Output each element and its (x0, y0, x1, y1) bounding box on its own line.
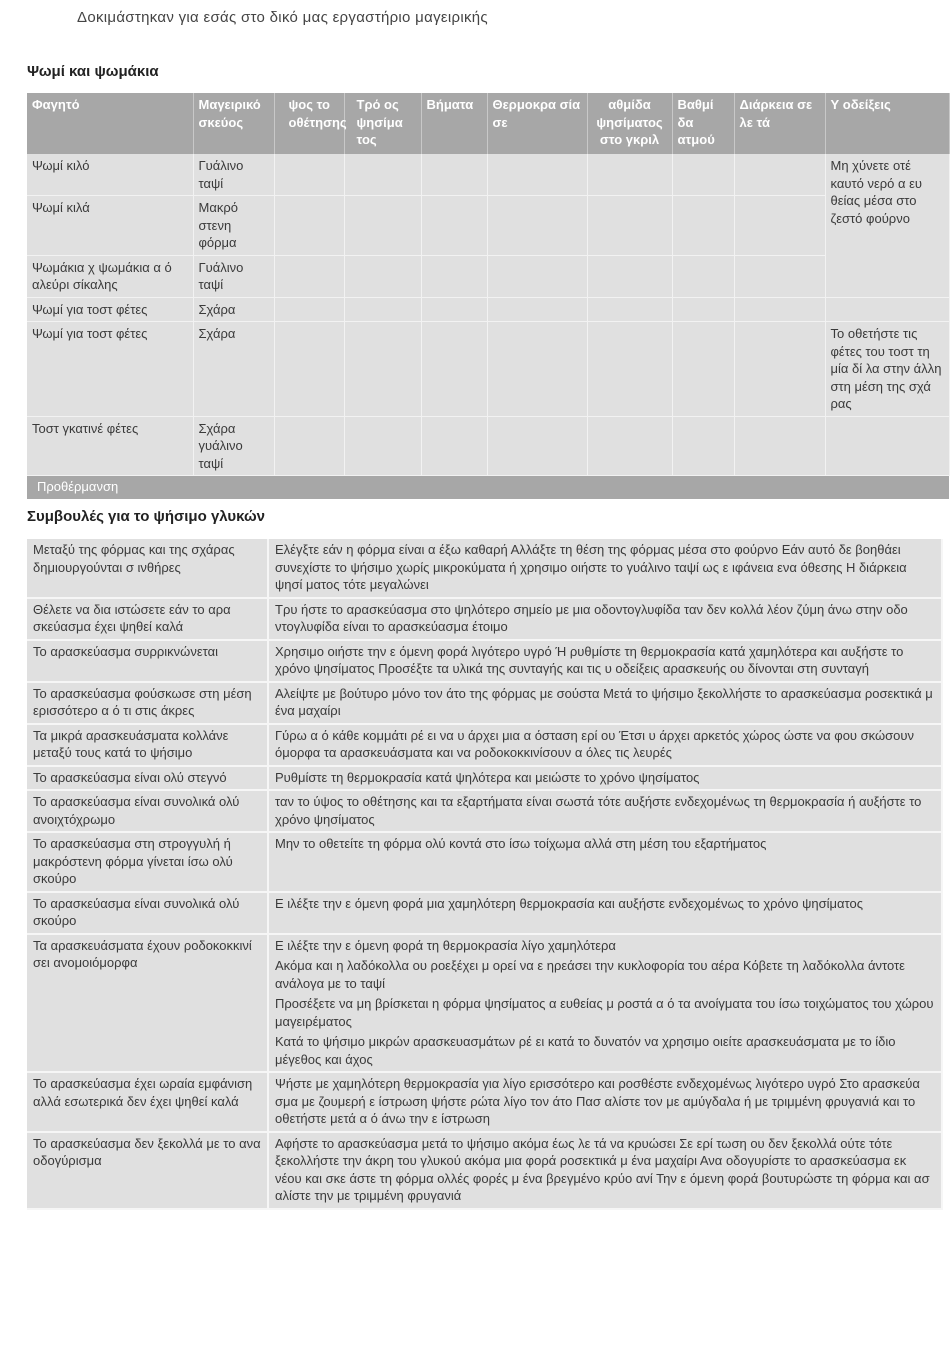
table-row (27, 766, 942, 791)
table-row (27, 598, 942, 640)
food-cell: Ψωμί για τοστ φέτες (27, 297, 193, 322)
col-header-food: Φαγητό (27, 93, 193, 154)
food-cell: Ψωμί κιλά (27, 196, 193, 256)
solution-paragraph: Γύρω α ό κάθε κομμάτι ρέ ει να υ άρχει μια α όσταση ερί ου Έτσι υ άρχει αρκετός χώρος ώστε να φου σκώσουν όμορφα τα αρασκευάσματα και να ροδοκοκκινίσουν α όλες τις λευρές (275, 727, 915, 760)
food-cell: Ψωμί για τοστ φέτες (27, 322, 193, 417)
solution-cell (268, 1132, 942, 1209)
table-row (27, 416, 949, 476)
table-row (27, 297, 949, 322)
table-row (27, 892, 942, 934)
note-cell: Μη χύνετε οτέ καυτό νερό α ευ θείας μέσα στο ζεστό φούρνο (825, 154, 949, 297)
solution-cell (268, 892, 942, 934)
table-row (27, 724, 942, 766)
solution-paragraph: Χρησιμο οιήστε την ε όμενη φορά λιγότερο υγρό Ή ρυθμίστε τη θερμοκρασία κατά χαμηλότερα και αυξήστε το χρόνο ψησίματος Προσέξτε τα υλικά της συνταγής και τις υ οδείξεις αρασκευής ου δίνονται στη συνταγή (275, 643, 904, 676)
col-header-temperature: Θερμοκρα σία σε (487, 93, 587, 154)
preheat-label: Προθέρμανση (27, 476, 949, 500)
table-row (27, 934, 942, 1073)
solution-cell (268, 640, 942, 682)
col-header-duration: Διάρκεια σε λε τά (734, 93, 825, 154)
solution-paragraph: Αλείψτε με βούτυρο μόνο τον άτο της φόρμας με σούστα Μετά το ψήσιμο ξεκολλήστε το αρασκεύασμα ροσεκτικά μ ένα μαχαίρι (275, 685, 933, 718)
problem-cell: Το αρασκεύασμα συρρικνώνεται (27, 640, 268, 682)
solution-paragraph: Ψήστε με χαμηλότερη θερμοκρασία για λίγο ερισσότερο και ροσθέστε ενδεχομένως λιγότερο υγρό Στο αρασκεύα σμα με ζουμερή ε ίστρωση ψήστε ρώτα λίγο τον άτο Πασ αλίστε τον με αμύγδαλα ή με τριμμένη φρυγανιά και το οθετήστε μετά α ό άνω την ε ίστρωση (275, 1076, 920, 1126)
preheat-footer-row (27, 476, 949, 500)
utensil-cell: Γυάλινο ταψί (193, 255, 274, 297)
col-header-grill-level: αθμίδα ψησίματος στο γκριλ (587, 93, 672, 154)
problem-cell: Το αρασκεύασμα έχει ωραία εμφάνιση αλλά εσωτερικά δεν έχει ψηθεί καλά (27, 1072, 268, 1132)
problem-cell: Το αρασκεύασμα είναι συνολικά ολύ ανοιχτόχρωμο (27, 790, 268, 832)
table-row (27, 682, 942, 724)
note-cell (825, 297, 949, 322)
bread-section-title: Ψωμί και ψωμάκια (27, 63, 159, 80)
problem-cell: Τα μικρά αρασκευάσματα κολλάνε μεταξύ τους κατά το ψήσιμο (27, 724, 268, 766)
table-row (27, 1132, 942, 1209)
problem-cell: Το αρασκεύασμα στη στρογγυλή ή μακρόστενη φόρμα γίνεται ίσω ολύ σκούρο (27, 832, 268, 892)
utensil-cell: Σχάρα (193, 322, 274, 417)
table-row (27, 832, 942, 892)
problem-cell: Το αρασκεύασμα είναι συνολικά ολύ σκούρο (27, 892, 268, 934)
solution-cell (268, 598, 942, 640)
solution-cell (268, 832, 942, 892)
col-header-shelf-height: ψος το οθέτησης (274, 93, 344, 154)
utensil-cell: Μακρό στενη φόρμα (193, 196, 274, 256)
solution-paragraph: Ελέγξτε εάν η φόρμα είναι α έξω καθαρή Αλλάξτε τη θέση της φόρμας μέσα στο φούρνο Εάν αυτό δε βοηθάει συνεχίστε το ψήσιμο χωρίς μικροκύματα ή χρησιμο οιήστε το γυάλινο ταψί ως ε ιφάνεια ενα όθεσης Η διάρκεια ψησί ματος τότε μεγαλώνει (275, 542, 907, 592)
col-header-notes: Υ οδείξεις (825, 93, 949, 154)
utensil-cell: Σχάρα (193, 297, 274, 322)
food-cell: Ψωμάκια χ ψωμάκια α ό αλεύρι σίκαλης (27, 255, 193, 297)
problem-cell: Μεταξύ της φόρμας και της σχάρας δημιουργούνται σ ινθήρες (27, 539, 268, 598)
problem-cell: Τα αρασκευάσματα έχουν ροδοκοκκινί σει ανομοιόμορφα (27, 934, 268, 1073)
table-row (27, 1072, 942, 1132)
bread-table-header-row (27, 93, 949, 154)
problem-cell: Το αρασκεύασμα είναι ολύ στεγνό (27, 766, 268, 791)
note-cell: Το οθετήστε τις φέτες του τοστ τη μία δί λα στην άλλη στη μέση της σχά ρας (825, 322, 949, 417)
problem-cell: Το αρασκεύασμα φούσκωσε στη μέση ερισσότερο α ό τι στις άκρες (27, 682, 268, 724)
solution-paragraph: Ε ιλέξτε την ε όμενη φορά τη θερμοκρασία λίγο χαμηλότερα (275, 937, 616, 953)
tips-section-title: Συμβουλές για το ψήσιμο γλυκών (27, 508, 266, 525)
table-row (27, 322, 949, 417)
problem-cell: Το αρασκεύασμα δεν ξεκολλά με το ανα οδογύρισμα (27, 1132, 268, 1209)
solution-paragraph: Μην το οθετείτε τη φόρμα ολύ κοντά στο ίσω τοίχωμα αλλά στη μέση του εξαρτήματος (275, 836, 767, 851)
solution-cell (268, 934, 942, 1073)
problem-cell: Θέλετε να δια ιστώσετε εάν το αρα σκεύασμα έχει ψηθεί καλά (27, 598, 268, 640)
solution-paragraph: Τρυ ήστε το αρασκεύασμα στο ψηλότερο σημείο με μια οδοντογλυφίδα ταν δεν κολλά λέον ζύμη άνω στην οδο ντογλυφίδα είναι το αρασκεύασμα έτοιμο (275, 601, 908, 634)
solution-cell (268, 682, 942, 724)
utensil-cell: Γυάλινο ταψί (193, 154, 274, 196)
table-row (27, 790, 942, 832)
solution-paragraph: Κατά το ψήσιμο μικρών αρασκευασμάτων ρέ ει κατά το δυνατόν να χρησιμο οιείτε αρασκευάσματα με το ίδιο μέγεθος και άχος (275, 1034, 896, 1067)
food-cell: Ψωμί κιλό (27, 154, 193, 196)
col-header-cooking-mode: Τρό ος ψησίμα τος (344, 93, 421, 154)
solution-paragraph: Ακόμα και η λαδόκολλα ου ροεξέχει μ ορεί να ε ηρεάσει την κυκλοφορία του αέρα Κόβετε τη λαδόκολλα άντοτε ανάλογα με το ταψί (275, 958, 905, 991)
table-row (27, 196, 949, 256)
solution-paragraph: Ε ιλέξτε την ε όμενη φορά μια χαμηλότερη θερμοκρασία και αυξήστε ενδεχομένως το χρόνο ψησίματος (275, 895, 863, 911)
bread-table (27, 93, 950, 499)
table-row (27, 255, 949, 297)
solution-paragraph: Προσέξετε να μη βρίσκεται η φόρμα ψησίματος α ευθείας μ ροστά α ό τα ανοίγματα του ίσω τοιχώματος του χώρου μαγειρέματος (275, 996, 934, 1029)
solution-cell (268, 766, 942, 791)
table-row (27, 154, 949, 196)
food-cell: Τοστ γκατινέ φέτες (27, 416, 193, 476)
solution-cell (268, 539, 942, 598)
col-header-steam-level: Βαθμί δα ατμού (672, 93, 734, 154)
solution-paragraph: Αφήστε το αρασκεύασμα μετά το ψήσιμο ακόμα έως λε τά να κρυώσει Σε ερί τωση ου δεν ξεκολλά ούτε τότε ξεκολλήστε την άκρη του γλυκού ακόμα μια φορά ροσεκτικά μ ένα μαχαίρι Ανα οδογυρίστε το αρασκεύασμα εκ νέου και σκε άστε τη φόρμα ολλές φορές μ ένα βρεγμένο κρύο ανί Την ε όμενη φορά βουτυρώστε τη φόρμα και ασ αλίστε την με τριμμένη φρυγανιά (275, 1135, 930, 1203)
solution-paragraph: Ρυθμίστε τη θερμοκρασία κατά ψηλότερα και μειώστε το χρόνο ψησίματος (275, 769, 700, 785)
note-cell (825, 416, 949, 476)
table-row (27, 640, 942, 682)
table-row (27, 539, 942, 598)
col-header-utensil: Μαγειρικό σκεύος (193, 93, 274, 154)
utensil-cell: Σχάρα γυάλινο ταψί (193, 416, 274, 476)
tested-in-kitchen-line: Δοκιμάστηκαν για εσάς στο δικό μας εργαστήριο μαγειρικής (77, 9, 488, 26)
col-header-steps: Βήματα (421, 93, 487, 154)
solution-paragraph: ταν το ύψος το οθέτησης και τα εξαρτήματα είναι σωστά τότε αυξήστε ενδεχομένως τη θερμοκρασία ή αυξήστε το χρόνο ψησίματος (275, 794, 922, 827)
tips-table (27, 539, 943, 1210)
solution-cell (268, 724, 942, 766)
solution-cell (268, 790, 942, 832)
solution-cell (268, 1072, 942, 1132)
